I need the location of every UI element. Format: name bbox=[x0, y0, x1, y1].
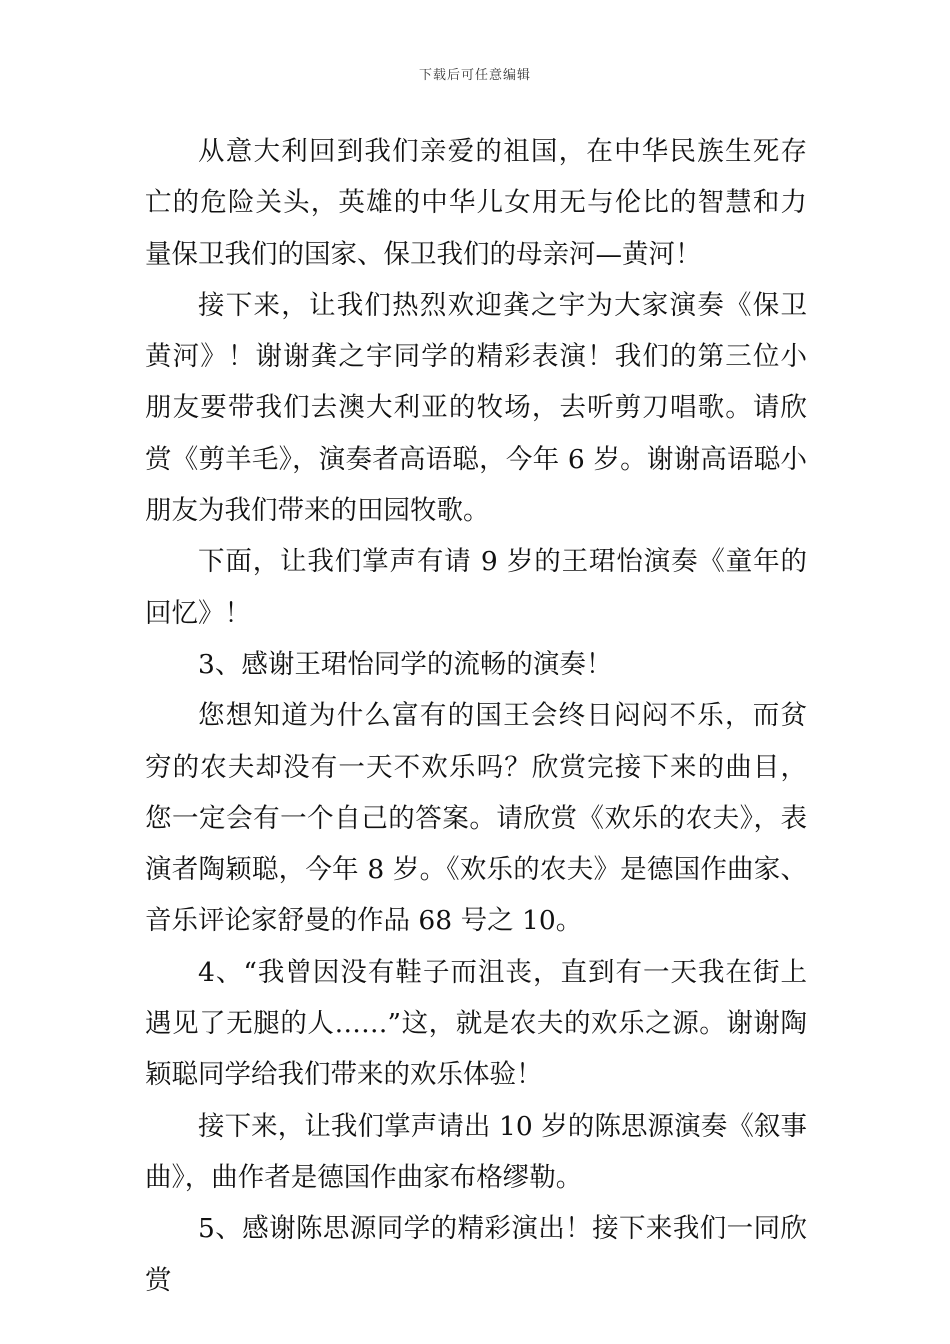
paragraph-5: 您想知道为什么富有的国王会终日闷闷不乐，而贫穷的农夫却没有一天不欢乐吗？欣赏完接下来的曲目，您一定会有一个自己的答案。请欣赏《欢乐的农夫》，表演者陶颖聪，今年 8 岁。《欢乐的农夫》是德国作曲家、音乐评论家舒曼的作品 68 号之 10。 bbox=[145, 700, 807, 937]
paragraph-1: 从意大利回到我们亲爱的祖国，在中华民族生死存亡的危险关头，英雄的中华儿女用无与伦比的智慧和力量保卫我们的国家、保卫我们的母亲河—黄河！ bbox=[145, 136, 807, 270]
paragraph-6: 4、“我曾因没有鞋子而沮丧，直到有一天我在街上遇见了无腿的人……”这，就是农夫的欢乐之源。谢谢陶颖聪同学给我们带来的欢乐体验！ bbox=[145, 956, 807, 1091]
paragraph-7: 接下来，让我们掌声请出 10 岁的陈思源演奏《叙事曲》，曲作者是德国作曲家布格缪勒。 bbox=[145, 1110, 807, 1193]
paragraph-4: 3、感谢王珺怡同学的流畅的演奏！ bbox=[198, 648, 613, 680]
paragraph-3: 下面，让我们掌声有请 9 岁的王珺怡演奏《童年的回忆》！ bbox=[145, 546, 807, 629]
paragraph-2: 接下来，让我们热烈欢迎龚之宇为大家演奏《保卫黄河》！谢谢龚之宇同学的精彩表演！我们的第三位小朋友要带我们去澳大利亚的牧场，去听剪刀唱歌。请欣赏《剪羊毛》，演奏者高语聪，今年 6 岁。谢谢高语聪小朋友为我们带来的田园牧歌。 bbox=[145, 289, 807, 527]
page-header: 下载后可任意编辑 bbox=[418, 68, 531, 83]
paragraph-8: 5、感谢陈思源同学的精彩演出！接下来我们一同欣赏 bbox=[145, 1213, 807, 1296]
document-body bbox=[145, 126, 807, 1306]
